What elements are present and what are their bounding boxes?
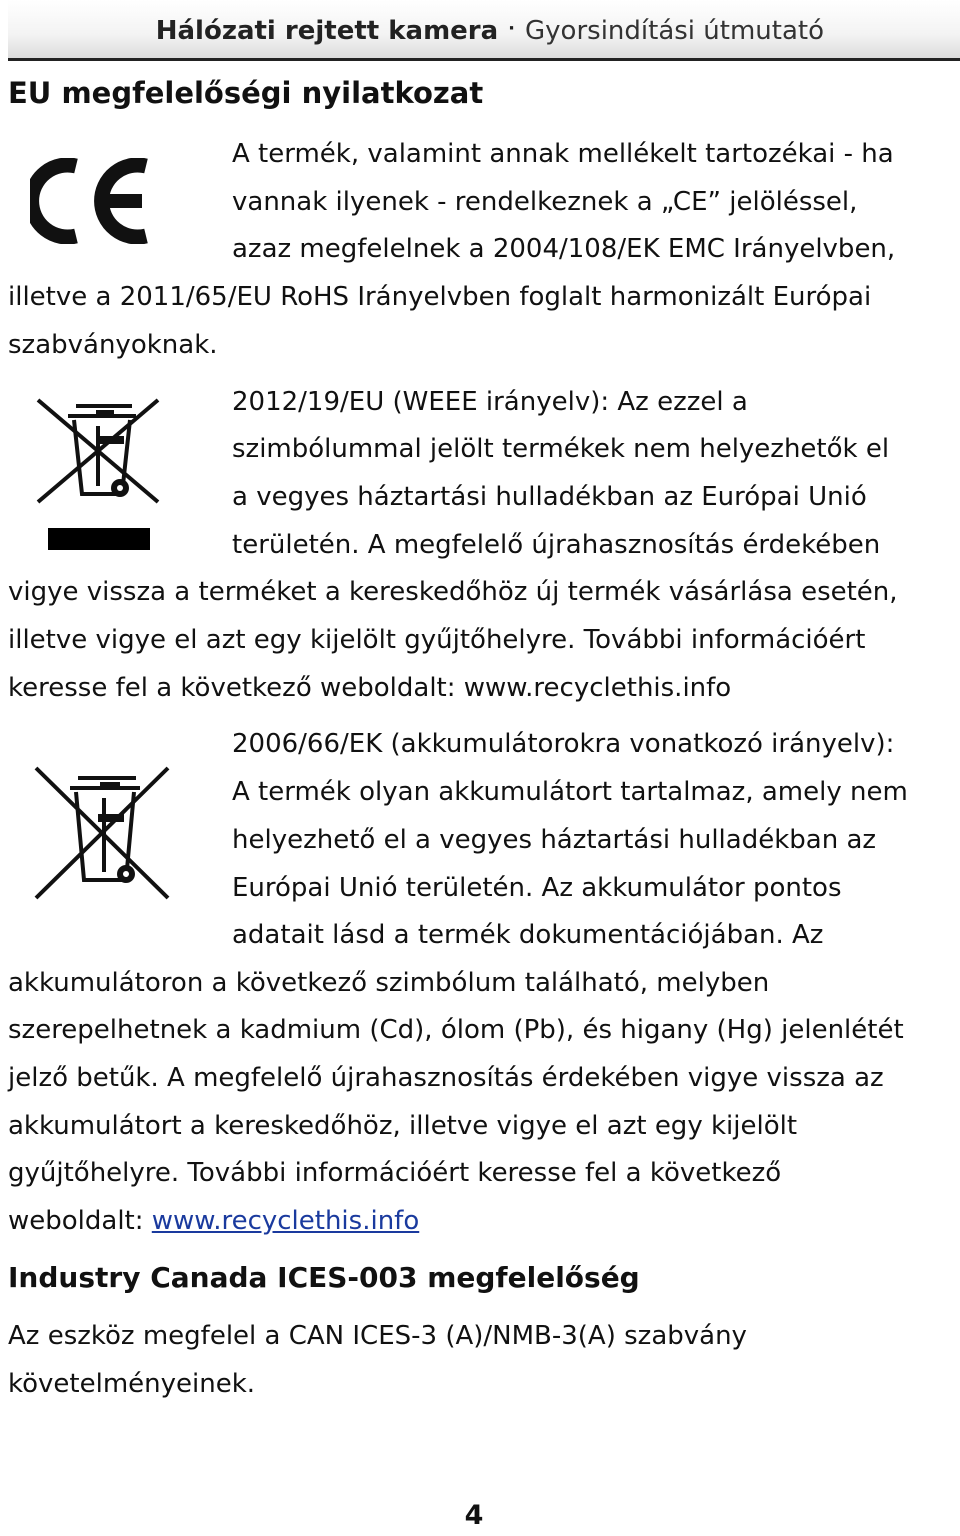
battery-text-line-6: akkumulátoron a következő szimbólum található, melyben bbox=[8, 968, 770, 998]
battery-text-line-5: adatait lásd a termék dokumentációjában. Az bbox=[232, 920, 824, 950]
weee-text-line-1: 2012/19/EU (WEEE irányelv): Az ezzel a bbox=[232, 387, 748, 417]
recyclethis-link[interactable]: www.recyclethis.info bbox=[151, 1206, 420, 1236]
battery-text-line-11 bbox=[8, 1206, 419, 1236]
ce-mark-icon bbox=[30, 158, 154, 244]
weee-text-line-3: a vegyes háztartási hulladékban az Európai Unió bbox=[232, 482, 867, 512]
canada-text-line-1: Az eszköz megfelel a CAN ICES-3 (A)/NMB-3(A) szabvány bbox=[8, 1321, 747, 1351]
weee-text-line-5: vigye vissza a terméket a kereskedőhöz új termék vásárlása esetén, bbox=[8, 577, 898, 607]
ce-text-line-3: azaz megfelelnek a 2004/108/EK EMC Irányelvben, bbox=[232, 234, 896, 264]
weee-text-line-2: szimbólummal jelölt termékek nem helyezhetők el bbox=[232, 434, 890, 464]
battery-text-line-10: gyűjtőhelyre. További információért keresse fel a következő bbox=[8, 1158, 782, 1188]
battery-text-line-3: helyezhető el a vegyes háztartási hulladékban az bbox=[232, 825, 877, 855]
ce-text-line-2: vannak ilyenek - rendelkeznek a „CE” jelöléssel, bbox=[232, 187, 858, 217]
battery-text-line-2: A termék olyan akkumulátort tartalmaz, amely nem bbox=[232, 777, 908, 807]
weee-text-line-4: területén. A megfelelő újrahasznosítás érdekében bbox=[232, 530, 881, 560]
battery-text-line-7: szerepelhetnek a kadmium (Cd), ólom (Pb), és higany (Hg) jelenlétét bbox=[8, 1015, 904, 1045]
weee-text-line-7: keresse fel a következő weboldalt: www.recyclethis.info bbox=[8, 673, 732, 703]
ce-text-line-4: illetve a 2011/65/EU RoHS Irányelvben foglalt harmonizált Európai bbox=[8, 282, 872, 312]
ce-text-line-5: szabványoknak. bbox=[8, 330, 218, 360]
weee-crossed-bin-icon bbox=[36, 396, 160, 554]
canada-heading: Industry Canada ICES-003 megfelelőség bbox=[8, 1261, 640, 1294]
battery-text-line-9: akkumulátort a kereskedőhöz, illetve vigye el azt egy kijelölt bbox=[8, 1111, 798, 1141]
ce-text-line-1: A termék, valamint annak mellékelt tartozékai - ha bbox=[232, 139, 894, 169]
header-subtitle: Gyorsindítási útmutató bbox=[525, 16, 824, 46]
header-separator: · bbox=[508, 18, 516, 39]
battery-crossed-bin-icon bbox=[32, 764, 172, 902]
page-number: 4 bbox=[464, 1500, 484, 1531]
weee-text-line-6: illetve vigye el azt egy kijelölt gyűjtőhelyre. További információért bbox=[8, 625, 866, 655]
link-prefix: weboldalt: bbox=[8, 1206, 152, 1236]
header-text bbox=[156, 16, 824, 46]
page-header bbox=[8, 0, 960, 61]
battery-text-line-1: 2006/66/EK (akkumulátorokra vonatkozó irányelv): bbox=[232, 729, 895, 759]
eu-heading: EU megfelelőségi nyilatkozat bbox=[8, 76, 484, 110]
canada-text-line-2: követelményeinek. bbox=[8, 1369, 256, 1399]
battery-text-line-4: Európai Unió területén. Az akkumulátor pontos bbox=[232, 873, 842, 903]
header-title: Hálózati rejtett kamera bbox=[155, 16, 499, 46]
battery-text-line-8: jelző betűk. A megfelelő újrahasznosítás érdekében vigye vissza az bbox=[8, 1063, 884, 1093]
